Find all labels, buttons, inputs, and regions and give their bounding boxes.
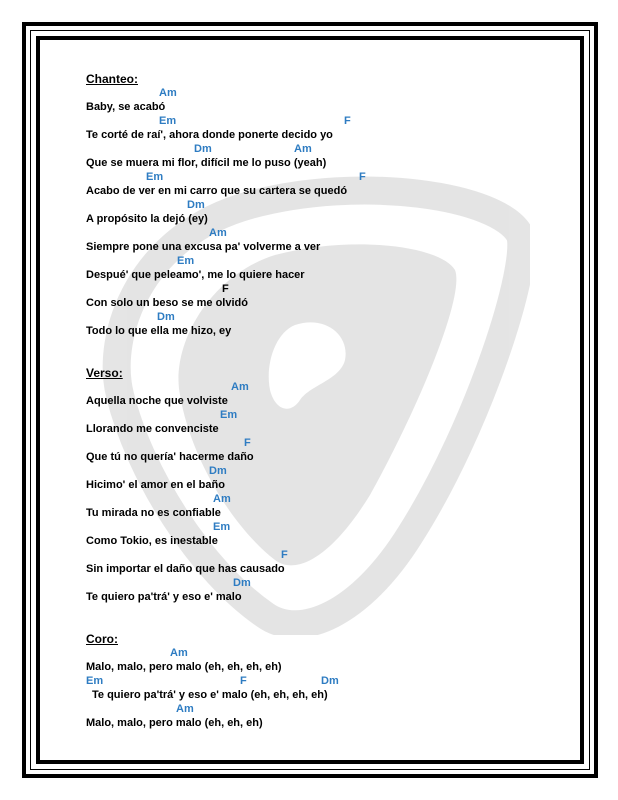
lyric-line: Hicimo' el amor en el baño: [86, 479, 225, 491]
lyric-line: Como Tokio, es inestable: [86, 535, 218, 547]
chord: Am: [231, 381, 249, 393]
lyric-line: Tu mirada no es confiable: [86, 507, 221, 519]
lyric-line: Malo, malo, pero malo (eh, eh, eh): [86, 717, 263, 729]
chord: Em: [213, 521, 231, 533]
lyric-line: Siempre pone una excusa pa' volverme a ver: [86, 241, 321, 253]
chord: Am: [159, 87, 177, 99]
chord: Am: [176, 703, 194, 715]
chord: Dm: [209, 465, 227, 477]
chord: F: [240, 675, 247, 687]
chord: Am: [213, 493, 231, 505]
chord: F: [244, 437, 251, 449]
chord: Em: [159, 115, 177, 127]
section-heading-verso: Verso:: [86, 366, 123, 380]
lyric-line: Te quiero pa'trá' y eso e' malo: [86, 591, 242, 603]
chord: Dm: [321, 675, 339, 687]
lyric-line: Malo, malo, pero malo (eh, eh, eh, eh): [86, 661, 282, 673]
chord: Am: [294, 143, 312, 155]
chord: Am: [209, 227, 227, 239]
lyric-line: Aquella noche que volviste: [86, 395, 228, 407]
chord: F: [359, 171, 366, 183]
lyric-line: Baby, se acabó: [86, 101, 166, 113]
lyric-line: Con solo un beso se me olvidó: [86, 297, 248, 309]
chord: Dm: [187, 199, 205, 211]
lyric-line: Acabo de ver en mi carro que su cartera se quedó: [86, 185, 348, 197]
lyric-line: Sin importar el daño que has causado: [86, 563, 285, 575]
chord: Dm: [157, 311, 175, 323]
lyric-line: Que se muera mi flor, difícil me lo puso (yeah): [86, 157, 327, 169]
lyric-line: Te corté de raí', ahora donde ponerte decido yo: [86, 129, 333, 141]
chord: Dm: [194, 143, 212, 155]
lyric-line: A propósito la dejó (ey): [86, 213, 208, 225]
lyric-line: Llorando me convenciste: [86, 423, 219, 435]
lyric-line: Todo lo que ella me hizo, ey: [86, 325, 232, 337]
section-heading-chanteo: Chanteo:: [86, 72, 138, 86]
chord: Em: [220, 409, 238, 421]
chord: Dm: [233, 577, 251, 589]
chord: F: [281, 549, 288, 561]
section-heading-coro: Coro:: [86, 632, 118, 646]
chord: F: [222, 283, 229, 295]
chord: Em: [86, 675, 104, 687]
chord: Em: [146, 171, 164, 183]
lyric-line: Te quiero pa'trá' y eso e' malo (eh, eh, eh, eh): [92, 689, 328, 701]
lyric-line: Despué' que peleamo', me lo quiere hacer: [86, 269, 305, 281]
lyric-line: Que tú no quería' hacerme daño: [86, 451, 254, 463]
chord: F: [344, 115, 351, 127]
chord: Am: [170, 647, 188, 659]
chord: Em: [177, 255, 195, 267]
